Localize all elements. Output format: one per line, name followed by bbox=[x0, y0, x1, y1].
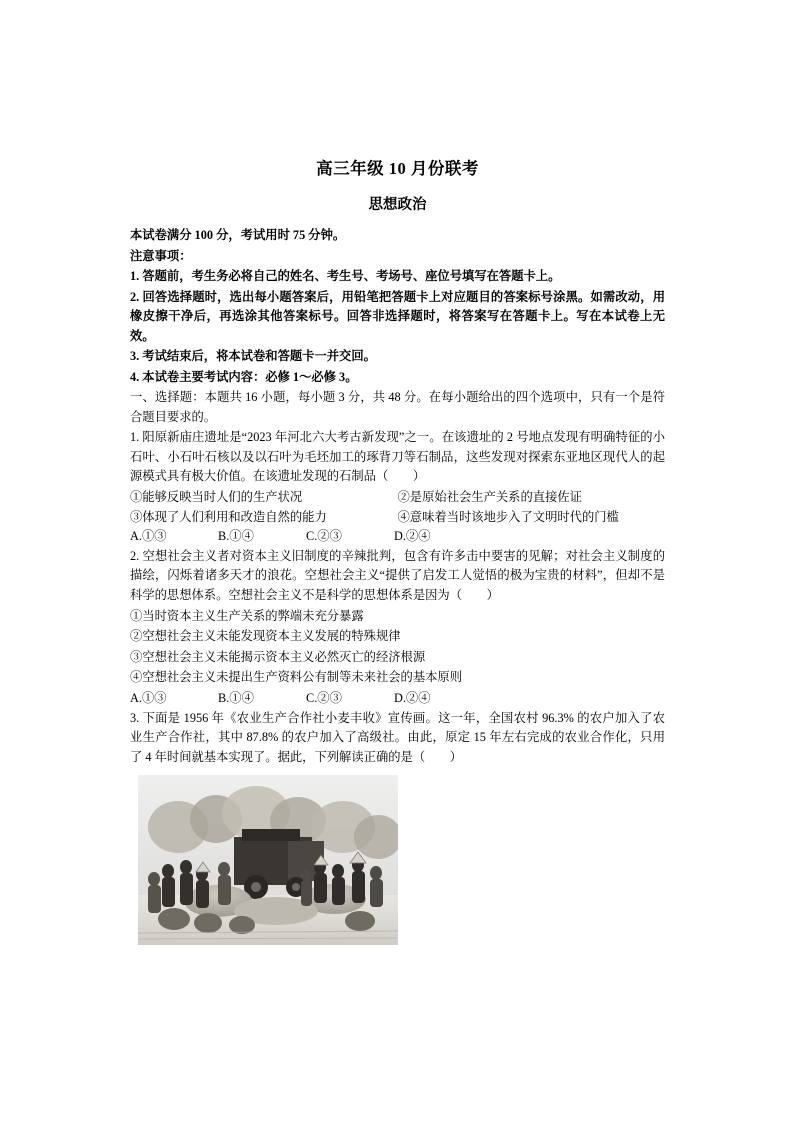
question-2-statement-4: ④空想社会主义未提出生产资料公有制等未来社会的基本原则 bbox=[130, 670, 463, 685]
question-2 bbox=[130, 547, 665, 709]
notice-heading: 注意事项： bbox=[130, 248, 192, 263]
section-one-heading: 一、选择题：本题共 16 小题，每小题 3 分，共 48 分。在每小题给出的四个选项中，只有一个是符合题目要求的。 bbox=[130, 390, 665, 424]
question-1-choice-a[interactable]: A.①③ bbox=[130, 529, 167, 544]
question-3 bbox=[130, 709, 665, 946]
exam-info-line: 本试卷满分 100 分，考试用时 75 分钟。 bbox=[130, 228, 346, 242]
question-2-statement-1: ①当时资本主义生产关系的弊端未充分暴露 bbox=[130, 608, 364, 623]
question-3-figure bbox=[138, 775, 665, 945]
question-1-statement-2: ②是原始社会生产关系的直接佐证 bbox=[397, 489, 582, 504]
question-1-statement-4: ④意味着当时该地步入了文明时代的门槛 bbox=[397, 509, 619, 524]
question-1-statement-3: ③体现了人们利用和改造自然的能力 bbox=[130, 509, 327, 524]
question-2-statement-2: ②空想社会主义未能发现资本主义发展的特殊规律 bbox=[130, 629, 401, 644]
question-2-choice-c[interactable]: C.②③ bbox=[306, 690, 342, 705]
question-2-choice-b[interactable]: B.①④ bbox=[218, 690, 254, 705]
question-1-stem: 1. 阳原新庙庄遗址是“2023 年河北六大考古新发现”之一。在该遗址的 2 号地点发现有明确特征的小石叶、小石叶石核以及以石叶为毛坯加工的琢背刀等石制品，这些发现对探索东亚地区现代人的起源模式具有极大价值。在该遗址发现的石制品（ ） bbox=[130, 430, 665, 484]
propaganda-poster-image bbox=[138, 775, 398, 945]
question-2-statement-3: ③空想社会主义未能揭示资本主义必然灭亡的经济根源 bbox=[130, 649, 426, 664]
notice-item-3: 3. 考试结束后，将本试卷和答题卡一并交回。 bbox=[130, 349, 376, 363]
question-3-stem: 3. 下面是 1956 年《农业生产合作社小麦丰收》宣传画。这一年，全国农村 96.3% 的农户加入了农业生产合作社，其中 87.8% 的农户加入了高级社。由此，原定 15 年左右完成的农业合作化，只用了 4 年时间就基本实现了。据此，下列解读正确的是（ ） bbox=[130, 710, 665, 764]
notice-item-1: 1. 答题前，考生务必将自己的姓名、考生号、考场号、座位号填写在答题卡上。 bbox=[130, 269, 561, 283]
question-2-choices bbox=[130, 689, 665, 709]
paper-content bbox=[130, 155, 665, 945]
question-1-statements bbox=[130, 488, 665, 508]
page-title: 高三年级 10 月份联考 bbox=[316, 159, 479, 178]
question-1-choices bbox=[130, 527, 665, 547]
question-1-choice-b[interactable]: B.①④ bbox=[218, 529, 254, 544]
question-2-choice-d[interactable]: D.②④ bbox=[394, 690, 431, 705]
question-2-choice-a[interactable]: A.①③ bbox=[130, 690, 167, 705]
notice-item-2: 2. 回答选择题时，选出每小题答案后，用铅笔把答题卡上对应题目的答案标号涂黑。如需改动，用橡皮擦干净后，再选涂其他答案标号。回答非选择题时，将答案写在答题卡上。写在本试卷上无效。 bbox=[130, 289, 665, 343]
notice-item-4: 4. 本试卷主要考试内容：必修 1～必修 3。 bbox=[130, 369, 358, 384]
question-1 bbox=[130, 428, 665, 547]
question-2-stem: 2. 空想社会主义者对资本主义旧制度的辛辣批判，包含有许多击中要害的见解；对社会主义制度的描绘，闪烁着诸多天才的浪花。空想社会主义“提供了启发工人觉悟的极为宝贵的材料”，但却不是科学的思想体系。空想社会主义不是科学的思想体系是因为（ ） bbox=[130, 548, 665, 602]
question-1-choice-d[interactable]: D.②④ bbox=[394, 529, 431, 544]
question-1-statement-1: ①能够反映当时人们的生产状况 bbox=[130, 489, 303, 504]
paper-subject-title: 思想政治 bbox=[368, 197, 427, 213]
question-1-choice-c[interactable]: C.②③ bbox=[306, 529, 342, 544]
question-1-statements-2 bbox=[130, 508, 665, 528]
